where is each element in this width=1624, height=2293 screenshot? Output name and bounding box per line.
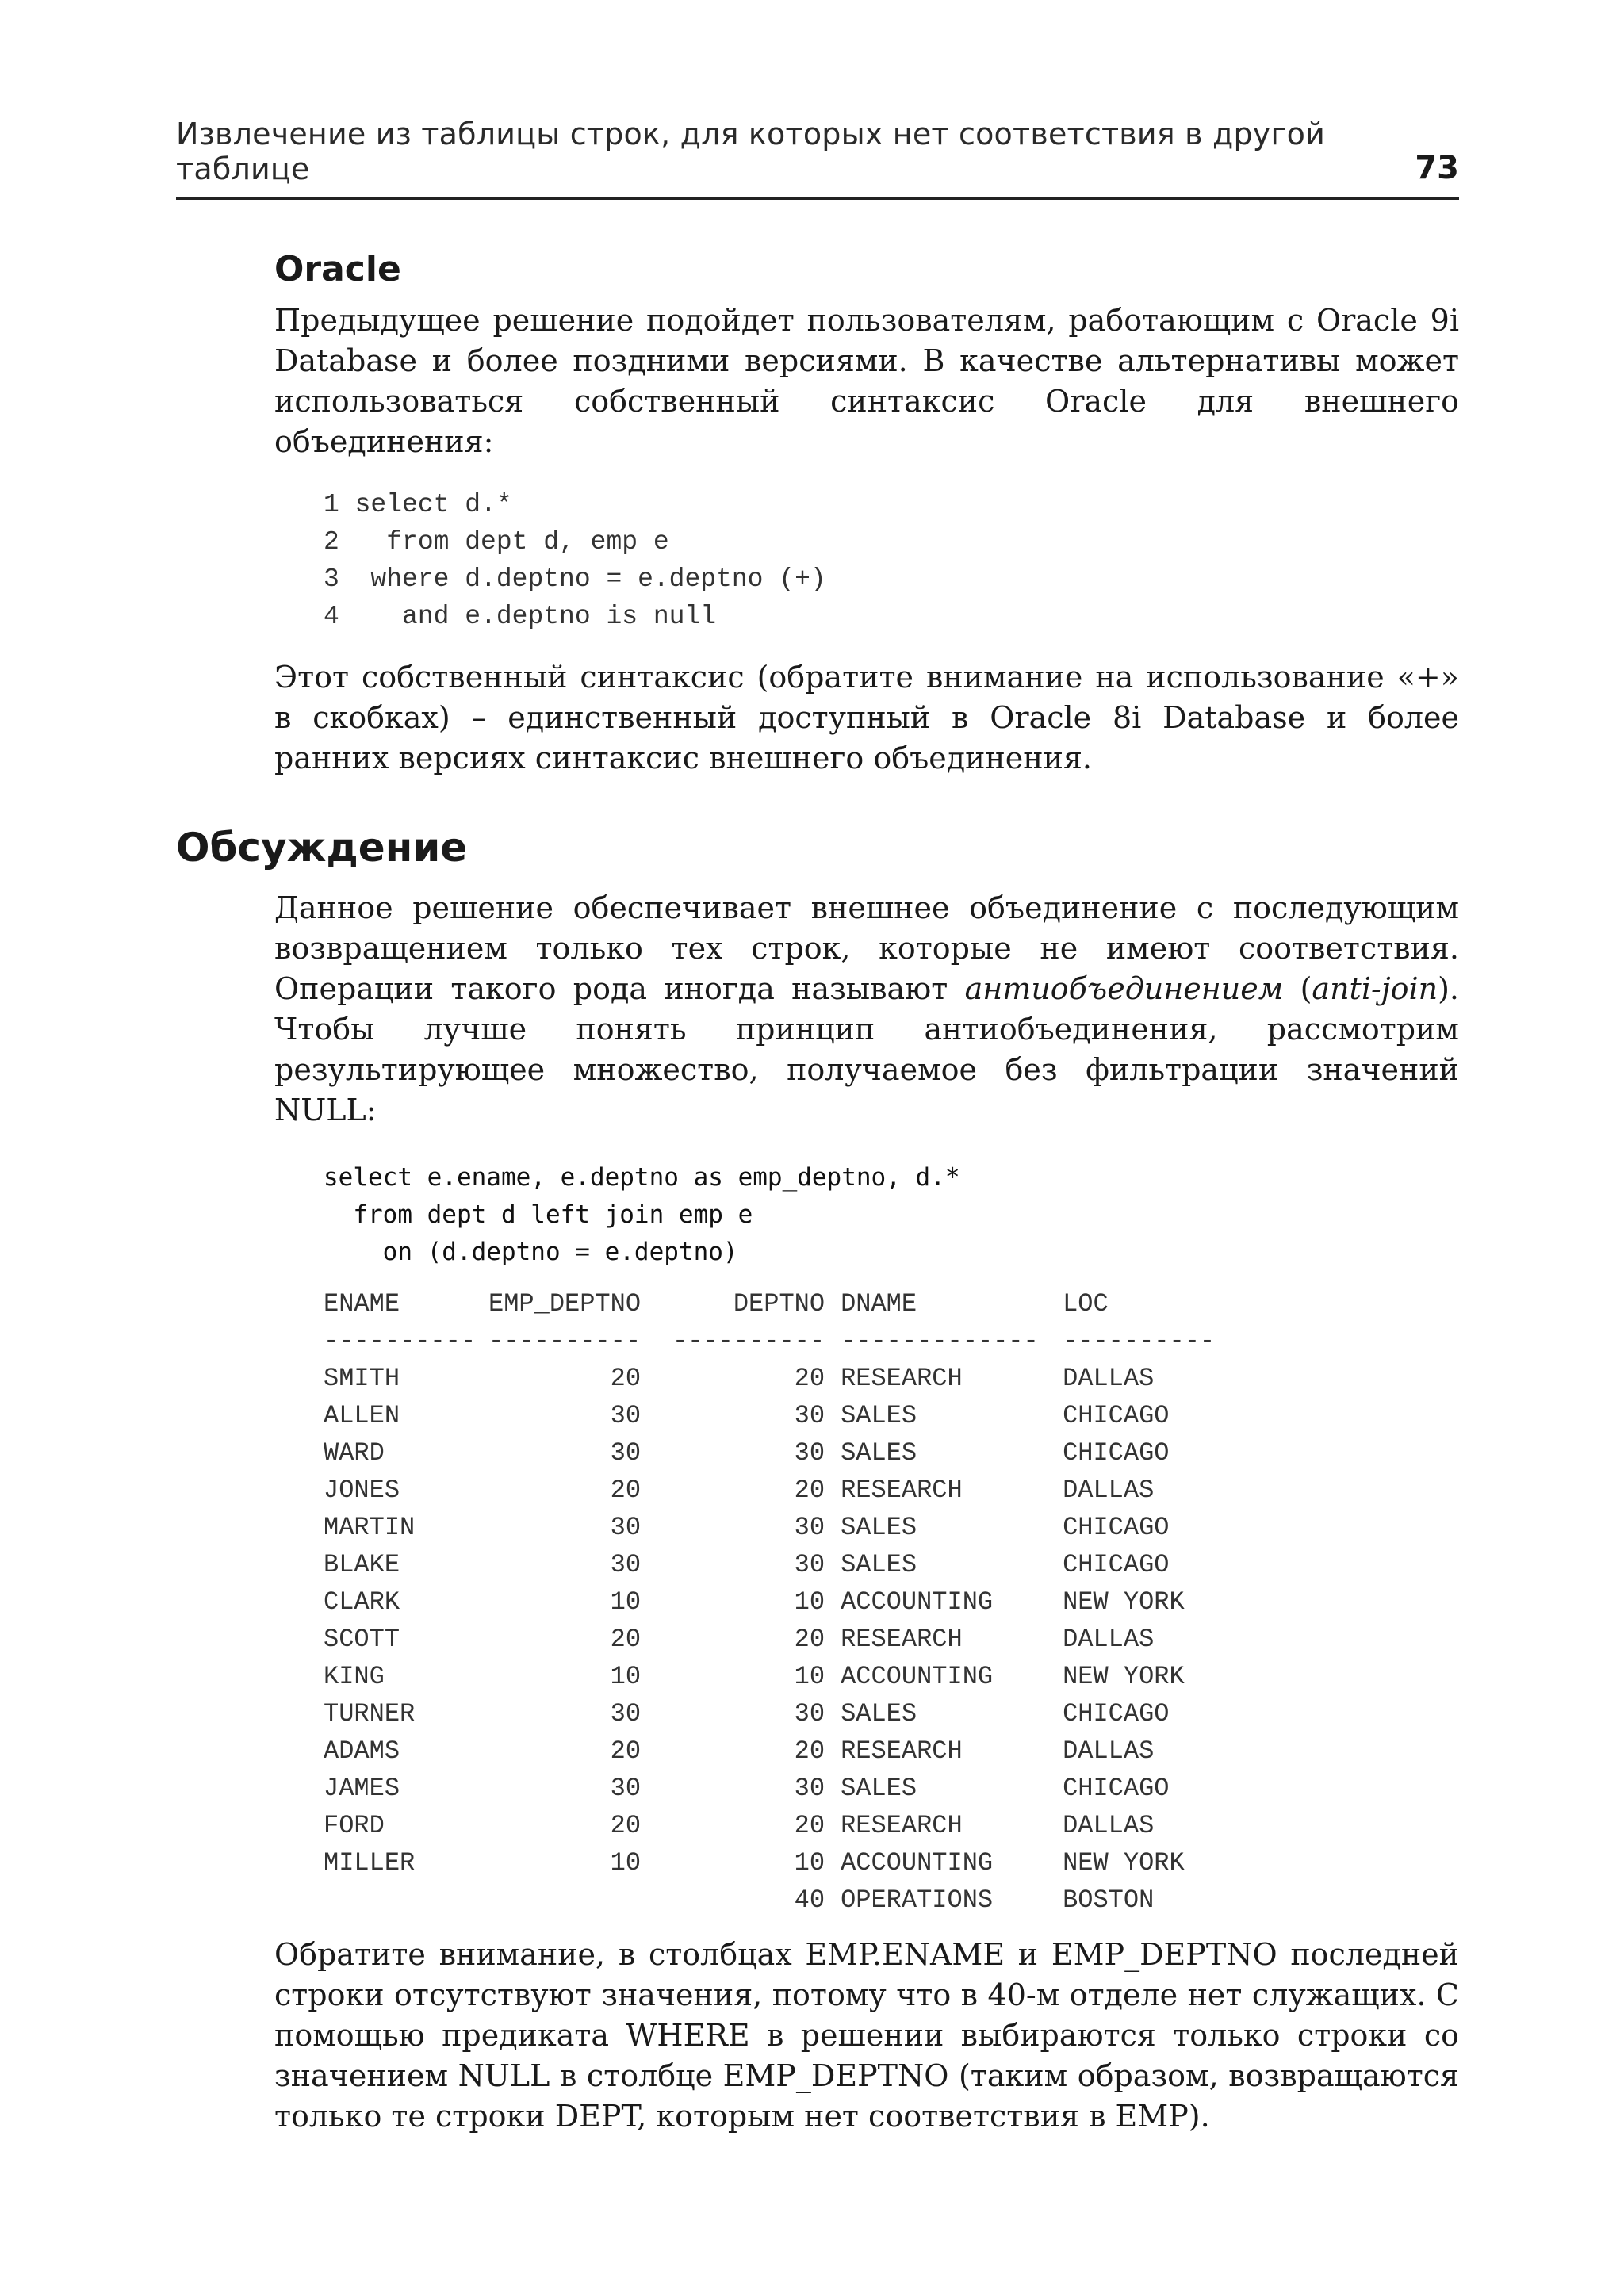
cell-emp-deptno: 30 <box>610 1438 642 1468</box>
cell-ename: MARTIN <box>324 1513 416 1542</box>
running-header <box>176 117 1459 200</box>
cell-deptno: 30 <box>794 1699 825 1728</box>
header-deptno: DEPTNO <box>733 1289 825 1319</box>
cell-emp-deptno: 30 <box>610 1513 642 1542</box>
cell-deptno: 10 <box>794 1587 825 1617</box>
discussion-paragraph-2: Обратите внимание, в столбцах EMP.ENAME и EMP_DEPTNO последней строки отсутствуют значения, потому что в 40-м отделе нет служащих. С помощью предиката WHERE в решении выбираются только строки со значением NULL в столбце EMP_DEPTNO (таким образом, возвращаются только те строки DEPT, которым нет соответствия в EMP). <box>274 1937 1459 2134</box>
table-row <box>324 1621 1221 1658</box>
cell-loc: BOSTON <box>1063 1885 1155 1915</box>
cell-emp-deptno <box>488 1881 641 1919</box>
cell-deptno: 20 <box>794 1476 825 1505</box>
cell-ename: FORD <box>324 1811 385 1840</box>
cell-deptno: 10 <box>794 1662 825 1691</box>
header-emp-deptno: EMP_DEPTNO <box>488 1289 642 1319</box>
table-row <box>324 1658 1221 1695</box>
header-loc: LOC <box>1063 1289 1109 1319</box>
page-content <box>176 238 1460 2137</box>
cell-deptno: 30 <box>794 1401 825 1430</box>
discussion-para1-open: ( <box>1283 971 1312 1006</box>
discussion-para1-after: ). Чтобы лучше понять принцип антиобъединения, рассмотрим результирующее множество, получаемое без фильтрации значений NULL: <box>274 971 1460 1127</box>
term-antijoin: антиобъединением <box>964 971 1284 1006</box>
cell-loc: NEW YORK <box>1063 1587 1185 1617</box>
cell-emp-deptno: 30 <box>610 1774 642 1803</box>
cell-emp-deptno: 20 <box>610 1625 642 1654</box>
cell-emp-deptno: 20 <box>610 1364 642 1393</box>
cell-ename: JAMES <box>324 1774 400 1803</box>
page-number: 73 <box>1415 150 1459 186</box>
running-title: Извлечение из таблицы строк, для которых нет соответствия в другой таблице <box>176 117 1325 186</box>
dash-deptno: ---------- <box>672 1326 825 1356</box>
cell-emp-deptno: 10 <box>610 1587 642 1617</box>
cell-ename: WARD <box>324 1438 385 1468</box>
cell-dname: ACCOUNTING <box>841 1587 994 1617</box>
cell-loc: DALLAS <box>1063 1364 1155 1393</box>
cell-deptno: 20 <box>794 1625 825 1654</box>
result-table <box>324 1285 1221 1919</box>
cell-emp-deptno: 10 <box>610 1662 642 1691</box>
cell-emp-deptno: 20 <box>610 1736 642 1766</box>
cell-emp-deptno: 30 <box>610 1699 642 1728</box>
discussion-query: select e.ename, e.deptno as emp_deptno, d.* from dept d left join emp e on (d.deptno = e.deptno) <box>324 1163 960 1266</box>
cell-ename <box>324 1881 488 1919</box>
cell-loc: CHICAGO <box>1063 1699 1170 1728</box>
table-row <box>324 1546 1221 1583</box>
table-row <box>324 1844 1221 1881</box>
cell-ename: SCOTT <box>324 1625 400 1654</box>
dash-dname: ------------- <box>841 1326 1039 1356</box>
table-row <box>324 1695 1221 1732</box>
result-dash-row <box>324 1323 1221 1360</box>
cell-deptno: 30 <box>794 1513 825 1542</box>
cell-loc: NEW YORK <box>1063 1662 1185 1691</box>
cell-dname: SALES <box>841 1401 917 1430</box>
dash-ename: ---------- <box>324 1326 477 1356</box>
cell-emp-deptno: 20 <box>610 1811 642 1840</box>
cell-dname: ACCOUNTING <box>841 1848 994 1878</box>
cell-loc: CHICAGO <box>1063 1774 1170 1803</box>
cell-loc: CHICAGO <box>1063 1513 1170 1542</box>
cell-dname: SALES <box>841 1774 917 1803</box>
cell-ename: ALLEN <box>324 1401 400 1430</box>
cell-loc: CHICAGO <box>1063 1438 1170 1468</box>
cell-ename: MILLER <box>324 1848 416 1878</box>
result-header-row <box>324 1285 1221 1323</box>
cell-deptno: 20 <box>794 1364 825 1393</box>
table-row <box>324 1360 1221 1397</box>
cell-emp-deptno: 30 <box>610 1401 642 1430</box>
result-body <box>324 1323 1221 1919</box>
oracle-outro-paragraph: Этот собственный синтаксис (обратите внимание на использование «+» в скобках) – единственный доступный в Oracle 8i Database и более ранних версиях синтаксис внешнего объединения. <box>274 660 1459 775</box>
cell-deptno: 40 <box>794 1885 825 1915</box>
discussion-para1-before: Данное решение обеспечивает внешнее объединение с последующим возвращением только тех строк, которые не имеют соответствия. Операции такого рода иногда называют <box>274 890 1459 1006</box>
oracle-code-listing: 1 select d.* 2 from dept d, emp e 3 where d.deptno = e.deptno (+) 4 and e.deptno is null <box>324 490 826 631</box>
cell-ename: SMITH <box>324 1364 400 1393</box>
cell-ename: BLAKE <box>324 1550 400 1579</box>
cell-deptno: 30 <box>794 1774 825 1803</box>
discussion-paragraph-1 <box>274 888 1459 1131</box>
table-row <box>324 1472 1221 1509</box>
cell-dname: RESEARCH <box>841 1625 963 1654</box>
table-row <box>324 1732 1221 1770</box>
cell-deptno: 10 <box>794 1848 825 1878</box>
cell-dname: RESEARCH <box>841 1736 963 1766</box>
table-row <box>324 1583 1221 1621</box>
oracle-intro-paragraph: Предыдущее решение подойдет пользователям, работающим с Oracle 9i Database и более поздними версиями. В качестве альтернативы может использоваться собственный синтаксис Oracle для внешнего объединения: <box>274 303 1459 459</box>
cell-emp-deptno: 20 <box>610 1476 642 1505</box>
cell-dname: SALES <box>841 1513 917 1542</box>
header-ename: ENAME <box>324 1289 400 1319</box>
cell-loc: CHICAGO <box>1063 1401 1170 1430</box>
cell-ename: KING <box>324 1662 385 1691</box>
table-row <box>324 1770 1221 1807</box>
discussion-heading: Обсуждение <box>176 825 468 871</box>
table-row <box>324 1881 1221 1919</box>
cell-deptno: 20 <box>794 1736 825 1766</box>
cell-loc: CHICAGO <box>1063 1550 1170 1579</box>
cell-loc: NEW YORK <box>1063 1848 1185 1878</box>
table-row <box>324 1434 1221 1472</box>
cell-dname: RESEARCH <box>841 1811 963 1840</box>
dash-emp-deptno: ---------- <box>488 1326 642 1356</box>
cell-dname: SALES <box>841 1699 917 1728</box>
cell-dname: OPERATIONS <box>841 1885 994 1915</box>
cell-dname: SALES <box>841 1550 917 1579</box>
cell-ename: TURNER <box>324 1699 416 1728</box>
term-anti-join-en: anti-join <box>1312 971 1438 1006</box>
cell-emp-deptno: 10 <box>610 1848 642 1878</box>
dash-loc: ---------- <box>1063 1326 1216 1356</box>
header-dname: DNAME <box>841 1289 917 1319</box>
cell-dname: ACCOUNTING <box>841 1662 994 1691</box>
oracle-heading: Oracle <box>274 249 401 289</box>
cell-emp-deptno: 30 <box>610 1550 642 1579</box>
cell-ename: JONES <box>324 1476 400 1505</box>
table-row <box>324 1807 1221 1844</box>
table-row <box>324 1397 1221 1434</box>
cell-ename: CLARK <box>324 1587 400 1617</box>
cell-dname: SALES <box>841 1438 917 1468</box>
cell-loc: DALLAS <box>1063 1625 1155 1654</box>
cell-ename: ADAMS <box>324 1736 400 1766</box>
cell-loc: DALLAS <box>1063 1811 1155 1840</box>
cell-loc: DALLAS <box>1063 1736 1155 1766</box>
cell-dname: RESEARCH <box>841 1476 963 1505</box>
cell-deptno: 20 <box>794 1811 825 1840</box>
cell-dname: RESEARCH <box>841 1364 963 1393</box>
table-row <box>324 1509 1221 1546</box>
cell-deptno: 30 <box>794 1550 825 1579</box>
cell-deptno: 30 <box>794 1438 825 1468</box>
cell-loc: DALLAS <box>1063 1476 1155 1505</box>
